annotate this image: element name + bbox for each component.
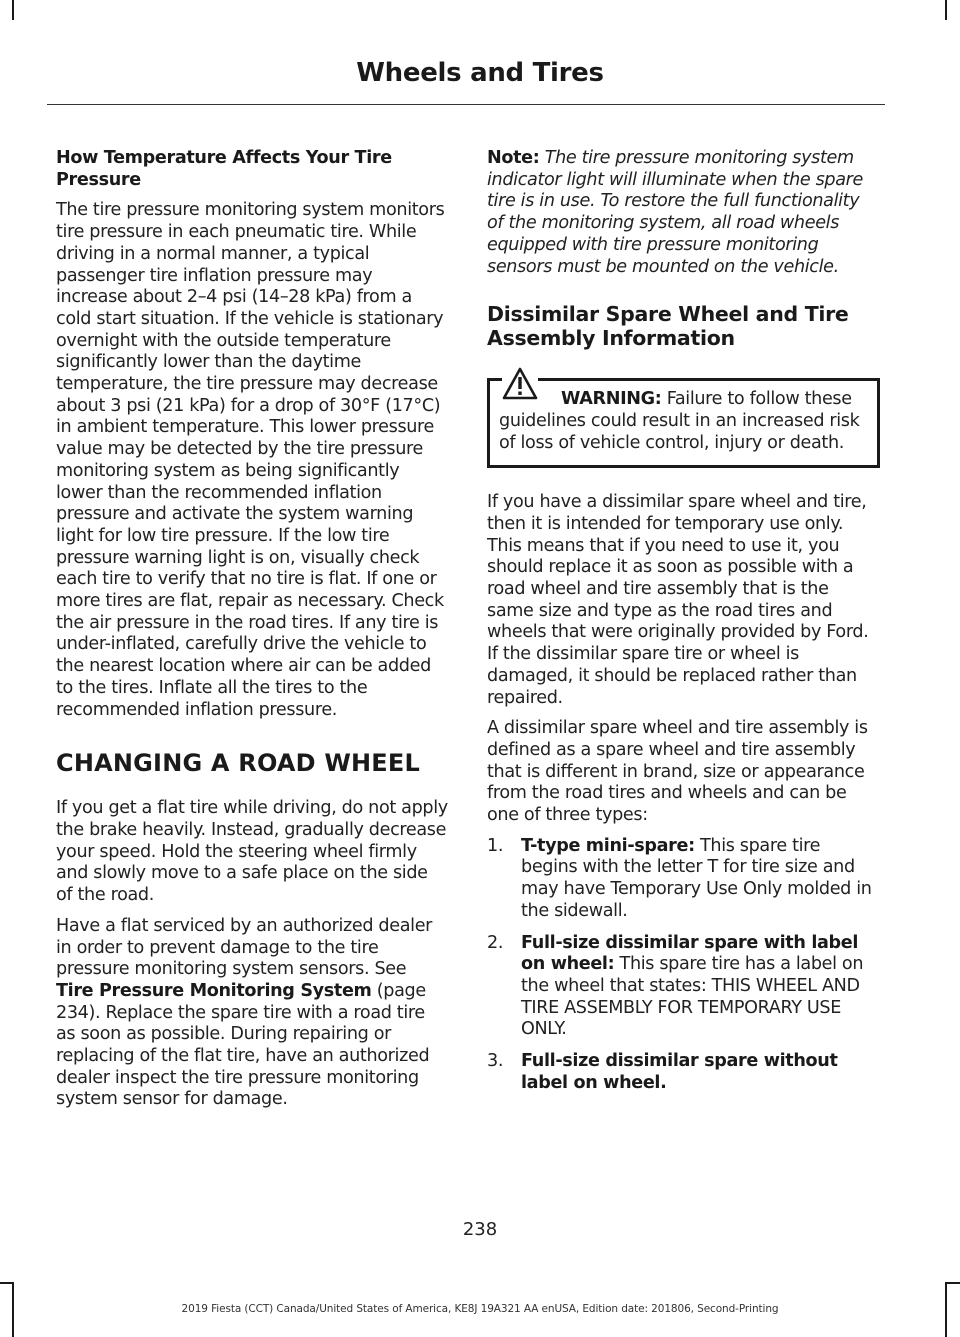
dissimilar-paragraph-1: If you have a dissimilar spare wheel and tire, then it is intended for temporary use only. This means that if you need to use it, you should replace it as soon as possible with a road wheel and tire assembly that is the same size and type as the road tires and wheels that were originally provided by Ford. If the dissimilar spare tire or wheel is damaged, it should be replaced rather than repaired. [487, 492, 869, 708]
warning-message [499, 389, 869, 454]
list-item [487, 1051, 880, 1094]
page-number: 238 [462, 1219, 498, 1240]
note-label: Note: [487, 148, 540, 168]
list-number: 1. [487, 835, 504, 856]
list-item [487, 836, 880, 923]
list-label: Full-size dissimilar spare without label on wheel. [521, 1051, 838, 1093]
crop-mark-top-left [12, 0, 14, 20]
list-label: Full-size dissimilar spare with label on wheel: [521, 932, 859, 975]
warning-text: Failure to follow these guidelines could result in an increased risk of loss of vehicle control, injury or death. [499, 389, 860, 453]
page-title: Wheels and Tires [356, 58, 604, 88]
list-number: 2. [487, 932, 504, 953]
crop-mark-bottom-right-h [945, 1282, 960, 1284]
crop-mark-bottom-left-h [0, 1282, 14, 1284]
note-text: The tire pressure monitoring system indicator light will illuminate when the spare tire is in use. To restore the full functionality of the monitoring system, all road wheels equipped with tire pressure monitoring sensors must be mounted on the vehicle. [487, 148, 864, 277]
list-text: This spare tire begins with the letter T for tire size and may have Temporary Use Only molded in the sidewall. [521, 835, 872, 921]
edition-footer: 2019 Fiesta (CCT) Canada/United States of America, KE8J 19A321 AA enUSA, Edition date: 201806, Second-Printing [181, 1303, 779, 1315]
flat-tire-paragraph: If you get a flat tire while driving, do not apply the brake heavily. Instead, gradually decrease your speed. Hold the steering wheel firmly and slowly move to a safe place on the side of the road. [56, 798, 448, 906]
service-text-end: (page 234). Replace the spare tire with a road tire as soon as possible. During repairing or replacing of the flat tire, have an authorized dealer inspect the tire pressure monitoring system sensor for damage. [56, 980, 430, 1110]
warning-box [487, 378, 880, 468]
header-divider [47, 104, 885, 105]
temperature-subheading: How Temperature Affects Your Tire Pressure [56, 148, 392, 190]
right-column [487, 148, 880, 1105]
list-item [487, 933, 880, 1042]
list-label: T-type mini-spare: [521, 835, 695, 856]
service-text-start: Have a flat serviced by an authorized dealer in order to prevent damage to the tire pressure monitoring system sensors. See [56, 915, 433, 980]
crop-mark-top-right [945, 0, 947, 20]
list-text: This spare tire has a label on the wheel that states: THIS WHEEL AND TIRE ASSEMBLY FOR TEMPORARY USE ONLY. [521, 954, 864, 1040]
temperature-paragraph: The tire pressure monitoring system monitors tire pressure in each pneumatic tire. While driving in a normal manner, a typical passenger tire inflation pressure may increase about 2–4 psi (14–28 kPa) from a cold start situation. If the vehicle is stationary overnight with the outside temperature significantly lower than the daytime temperature, the tire pressure may decrease about 3 psi (21 kPa) for a drop of 30°F (17°C) in ambient temperature. This lower pressure value may be detected by the tire pressure monitoring system as being significantly lower than the recommended inflation pressure and activate the system warning light for low tire pressure. If the low tire pressure warning light is on, visually check each tire to verify that no tire is flat. If one or more tires are flat, repair as necessary. Check the air pressure in the road tires. If any tire is under-inflated, carefully drive the vehicle to the nearest location where air can be added to the tires. Inflate all the tires to the recommended inflation pressure. [56, 200, 445, 720]
spare-types-list [487, 836, 880, 1095]
warning-triangle-icon [502, 367, 538, 401]
list-number: 3. [487, 1051, 504, 1072]
tpms-cross-reference-link[interactable]: Tire Pressure Monitoring System [56, 980, 372, 1001]
dissimilar-paragraph-2: A dissimilar spare wheel and tire assembly is defined as a spare wheel and tire assembly that is different in brand, size or appearance from the road tires and wheels and can be one of three types: [487, 718, 868, 826]
left-column [56, 148, 448, 1120]
dissimilar-spare-heading: Dissimilar Spare Wheel and Tire Assembly Information [487, 302, 849, 351]
note-paragraph [487, 148, 880, 278]
warning-label: WARNING: [561, 389, 662, 410]
service-paragraph [56, 916, 448, 1111]
changing-wheel-heading: CHANGING A ROAD WHEEL [56, 749, 420, 778]
